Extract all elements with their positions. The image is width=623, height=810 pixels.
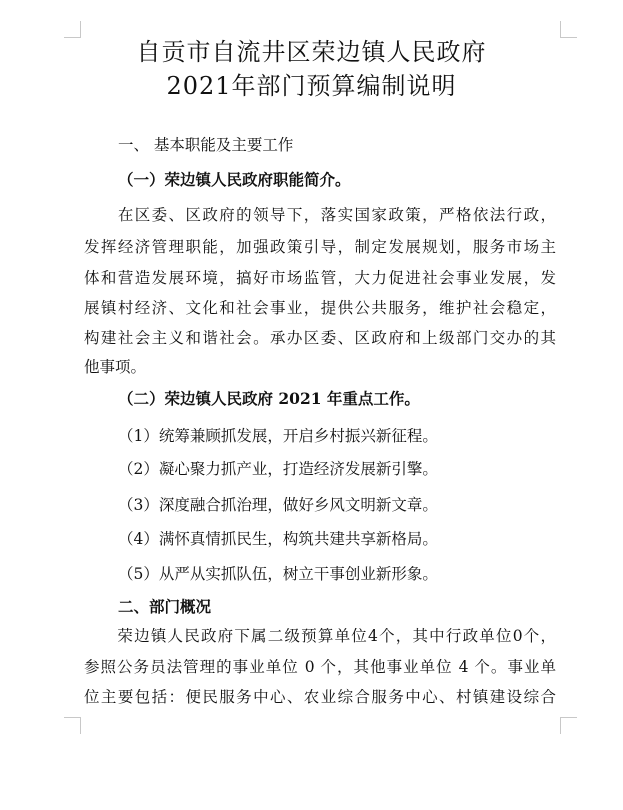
work-item: （2）凝心聚力抓产业，打造经济发展新引擎。 <box>118 460 438 478</box>
sub1-heading: （一）荣边镇人民政府职能简介。 <box>118 170 351 189</box>
work-item: （4）满怀真情抓民生，构筑共建共享新格局。 <box>118 530 438 548</box>
sub1-paragraph-line: 在区委、区政府的领导下，落实国家政策，严格依法行政， <box>84 206 556 224</box>
sub1-paragraph-line: 发挥经济管理职能，加强政策引导，制定发展规划，服务市场主 <box>84 238 556 256</box>
section2-paragraph-line: 荣边镇人民政府下属二级预算单位4个，其中行政单位0个， <box>84 627 556 645</box>
section1-heading: 一、 基本职能及主要工作 <box>118 136 294 154</box>
sub1-paragraph-line: 展镇村经济、文化和社会事业，提供公共服务，维护社会稳定， <box>84 299 556 317</box>
work-item: （1）统筹兼顾抓发展，开启乡村振兴新征程。 <box>118 427 438 445</box>
section2-paragraph-line: 参照公务员法管理的事业单位 0 个，其他事业单位 4 个。事业单 <box>84 658 556 676</box>
sub1-paragraph-line: 构建社会主义和谐社会。承办区委、区政府和上级部门交办的其 <box>84 329 556 347</box>
document-title-line2: 2021年部门预算编制说明 <box>166 72 457 100</box>
sub2-heading: （二）荣边镇人民政府 2021 年重点工作。 <box>118 389 420 408</box>
work-item: （5）从严从实抓队伍，树立干事创业新形象。 <box>118 565 438 583</box>
crop-mark-bottom-left <box>64 717 81 734</box>
section2-heading: 二、部门概况 <box>118 597 212 616</box>
sub1-paragraph-line: 他事项。 <box>84 358 147 376</box>
crop-mark-bottom-right <box>560 717 577 734</box>
work-item: （3）深度融合抓治理，做好乡风文明新文章。 <box>118 496 438 514</box>
section2-paragraph-line: 位主要包括：便民服务中心、农业综合服务中心、村镇建设综合 <box>84 688 556 706</box>
sub1-paragraph-line: 体和营造发展环境，搞好市场监管，大力促进社会事业发展，发 <box>84 269 556 287</box>
document-title-line1: 自贡市自流井区荣边镇人民政府 <box>136 38 487 66</box>
